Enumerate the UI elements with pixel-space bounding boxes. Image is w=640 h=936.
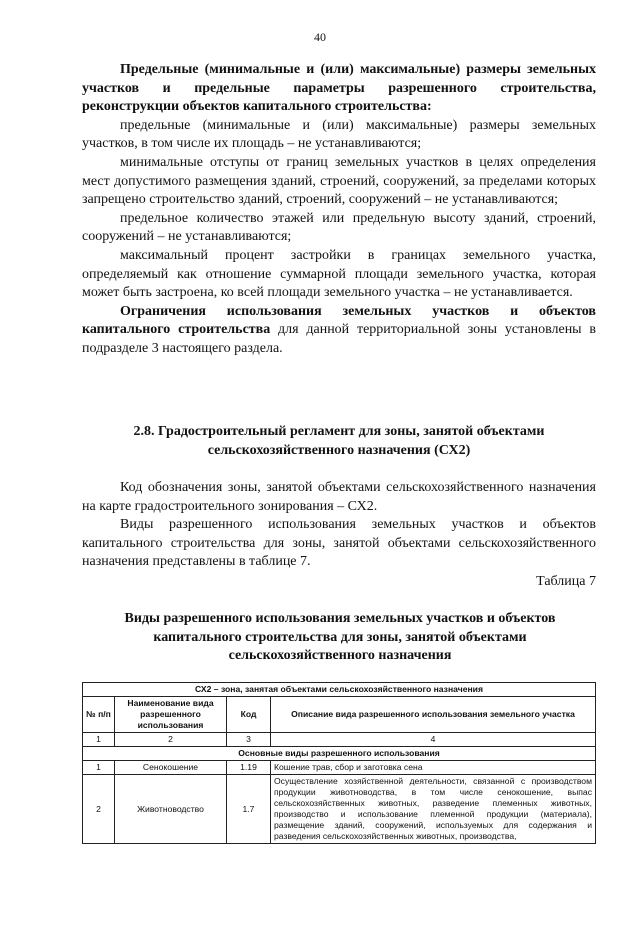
paragraph-table-ref: Виды разрешенного использования земельных участков и объектов капитального строительства для зоны, занятой объектами сельскохозяйственного назначения представлены в таблице 7.: [82, 517, 596, 570]
section-title: 2.8. Градостроительный регламент для зоны, занятой объектами сельскохозяйственного назначения (СХ2): [133, 424, 545, 458]
permitted-uses-table: [82, 682, 596, 844]
row-name: Животноводство: [115, 775, 227, 844]
paragraph-plot-sizes: предельные (минимальные и (или) максимальные) размеры земельных участков, в том числе их площадь – не устанавливаются;: [82, 117, 596, 152]
column-number: 3: [227, 733, 271, 747]
paragraph-coverage: максимальный процент застройки в границах земельного участка, определяемый как отношение суммарной площади земельного участка, которая может быть застроена, ко всей площади земельного участка – не устанавливается.: [82, 247, 596, 301]
zone-header-row: [83, 683, 596, 697]
row-desc: Кошение трав, сбор и заготовка сена: [271, 761, 596, 775]
header-num: № п/п: [83, 697, 115, 733]
section-intro: [82, 479, 596, 572]
page-number: 40: [314, 30, 326, 44]
section-parameters: [82, 61, 596, 359]
row-desc: Осуществление хозяйственной деятельности, связанной с производством продукции животноводства, в том числе сенокошение, выпас сельскохозяйственных животных, разведение племенных животных, производство и использование племенной продукции (материала), размещение зданий, сооружений, используемых для содержания и разведения сельскохозяйственных животных, производства,: [271, 775, 596, 844]
zone-header: СХ2 – зона, занятая объектами сельскохозяйственного назначения: [83, 683, 596, 697]
row-code: 1.7: [227, 775, 271, 844]
paragraph-setbacks: минимальные отступы от границ земельных участков в целях определения мест допустимого размещения зданий, строений, сооружений, за пределами которых запрещено строительство зданий, строений, сооружений – не устанавливаются;: [82, 154, 596, 208]
header-desc: Описание вида разрешенного использования земельного участка: [271, 697, 596, 733]
limitations-rest: для данной территориальной зоны установлены в подразделе 3 настоящего раздела.: [82, 322, 596, 356]
paragraph-limitations: [82, 303, 596, 359]
header-code: Код: [227, 697, 271, 733]
header-name: Наименование вида разрешенного использования: [115, 697, 227, 733]
row-num: 1: [83, 761, 115, 775]
paragraph-floors: предельное количество этажей или предельную высоту зданий, строений, сооружений – не устанавливаются;: [82, 210, 596, 245]
row-num: 2: [83, 775, 115, 844]
table-label: Таблица 7: [536, 574, 596, 589]
table-title: Виды разрешенного использования земельных участков и объектов капитального строительства для зоны, занятой объектами сельскохозяйственного назначения: [124, 611, 556, 664]
column-number: 1: [83, 733, 115, 747]
group-main-label: Основные виды разрешенного использования: [83, 747, 596, 761]
column-numbers-row: [83, 733, 596, 747]
column-number: 2: [115, 733, 227, 747]
paragraph-zone-code: Код обозначения зоны, занятой объектами сельскохозяйственного назначения на карте градостроительного зонирования – СХ2.: [82, 480, 596, 514]
table-row: [83, 775, 596, 844]
column-number: 4: [271, 733, 596, 747]
limitations-bold: Ограничения использования земельных участков и объектов капитального строительства: [82, 303, 596, 338]
table-header-row: [83, 697, 596, 733]
row-code: 1.19: [227, 761, 271, 775]
table-row: [83, 761, 596, 775]
group-row: [83, 747, 596, 761]
row-name: Сенокошение: [115, 761, 227, 775]
parameters-heading: Предельные (минимальные и (или) максимальные) размеры земельных участков и предельные параметры разрешенного строительства, реконструкции объектов капитального строительства:: [82, 62, 596, 115]
